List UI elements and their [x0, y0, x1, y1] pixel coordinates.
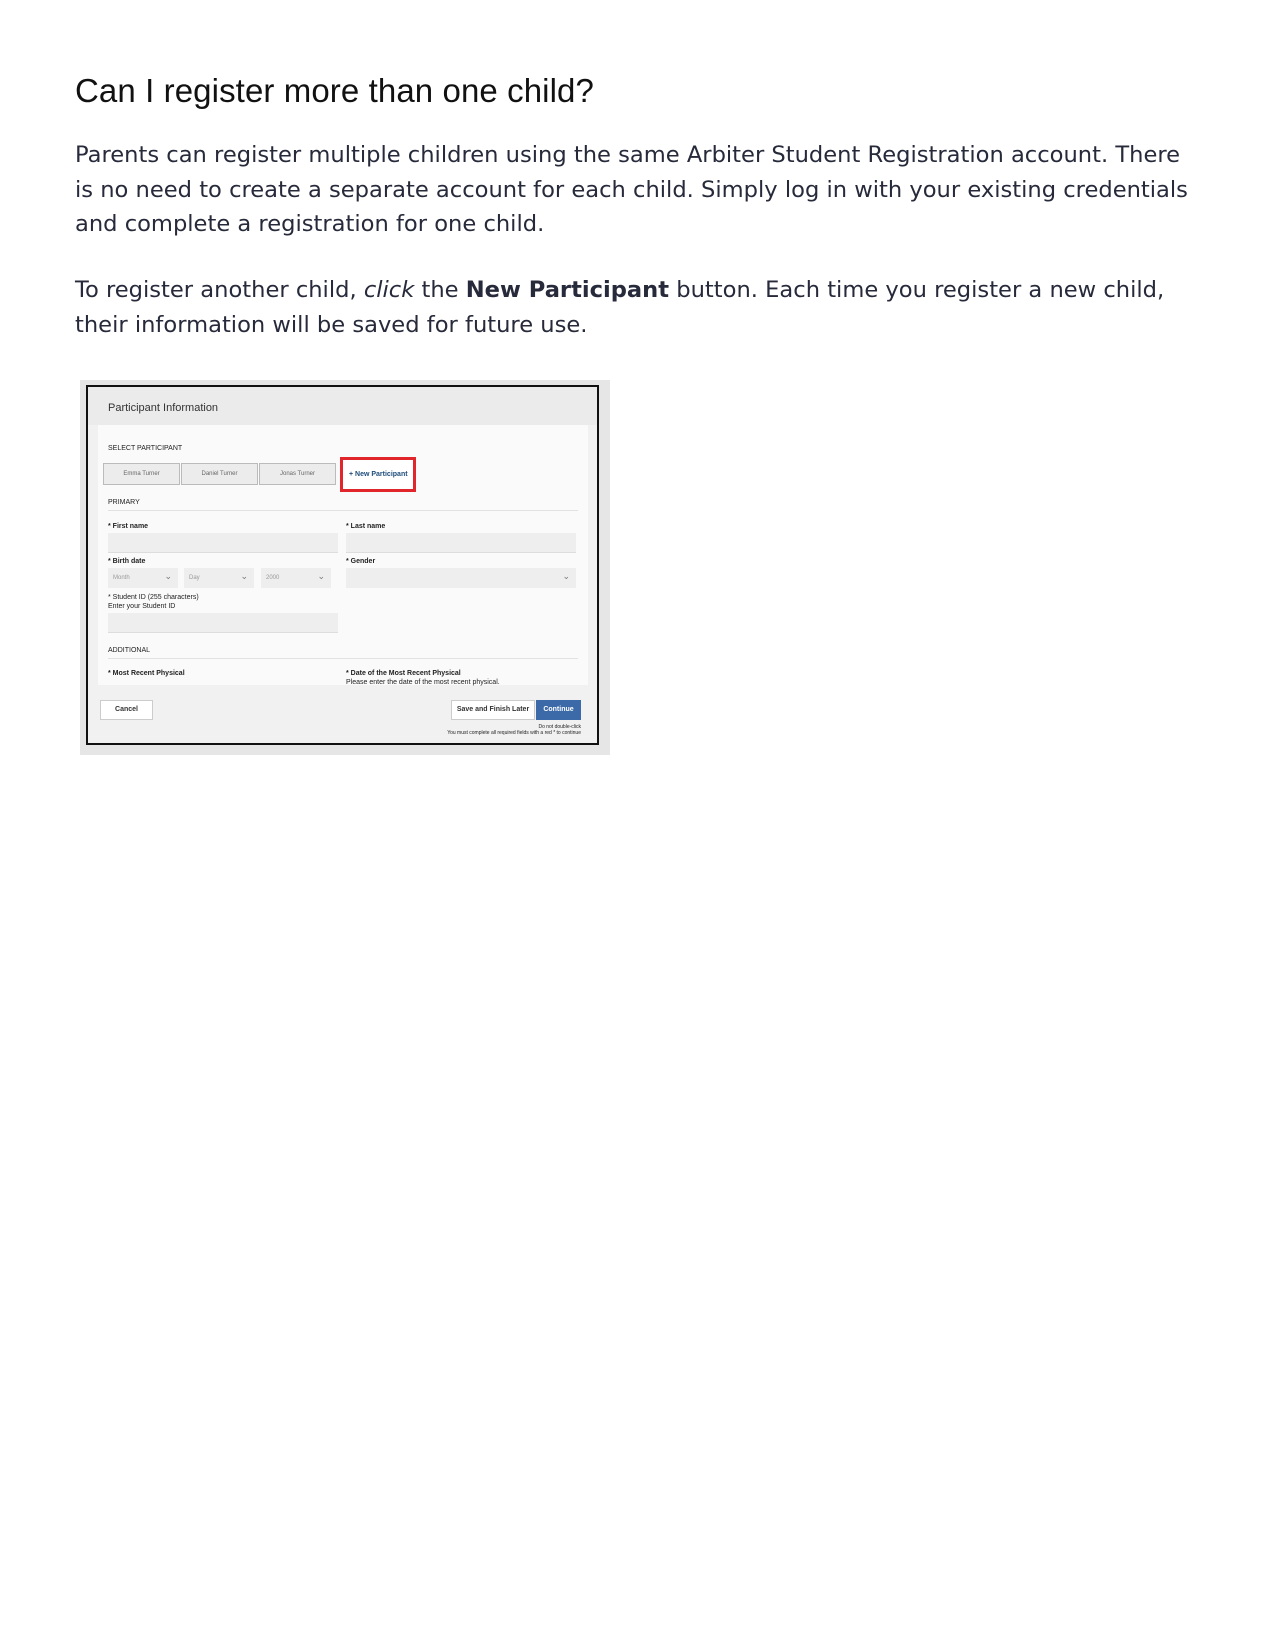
- instruction-text-3: button. Each time you register a new child, their information will be saved for future use.: [75, 277, 1165, 338]
- primary-label: PRIMARY: [108, 499, 140, 506]
- screenshot-header-title: Participant Information: [108, 402, 219, 414]
- instruction-click: click: [363, 277, 415, 303]
- date-physical-hint: Please enter the date of the most recent physical.: [346, 679, 500, 686]
- birth-month-select[interactable]: Month ⌄: [108, 568, 178, 588]
- birth-date-label: * Birth date: [108, 558, 146, 565]
- gender-select[interactable]: [346, 568, 576, 588]
- save-finish-later-button[interactable]: Save and Finish Later: [451, 700, 535, 720]
- birth-year-select[interactable]: 2000 ⌄: [261, 568, 331, 588]
- first-name-label: * First name: [108, 523, 149, 530]
- additional-label: ADDITIONAL: [108, 647, 151, 654]
- most-recent-physical-label: * Most Recent Physical: [108, 670, 185, 677]
- last-name-field[interactable]: [346, 533, 576, 553]
- instruction-text-1: To register another child,: [75, 277, 364, 303]
- participant-screenshot: [86, 385, 599, 745]
- new-participant-button[interactable]: [340, 457, 416, 492]
- primary-divider: [108, 510, 578, 511]
- student-id-hint: Enter your Student ID: [108, 603, 176, 610]
- last-name-label: * Last name: [346, 523, 386, 530]
- select-participant-label: SELECT PARTICIPANT: [108, 445, 183, 452]
- instruction-new-participant: New Participant: [465, 277, 670, 303]
- gender-label: * Gender: [346, 558, 376, 565]
- instruction-text-2: the: [414, 277, 466, 303]
- footer-note-1: Do not double-click: [538, 724, 581, 730]
- new-participant-label: + New Participant: [349, 471, 408, 478]
- screenshot-header: [88, 387, 597, 425]
- intro-paragraph: Parents can register multiple children using the same Arbiter Student Registration account. There is no need to create a separate account for each child. Simply log in with your existing credentials and complete a registration for one child.: [75, 142, 1188, 237]
- footer-note-2: You must complete all required fields with a red * to continue: [447, 730, 581, 736]
- participant-tab-2[interactable]: Daniel Turner: [181, 463, 258, 485]
- additional-divider: [108, 658, 578, 659]
- instruction-paragraph: [75, 273, 1200, 342]
- date-physical-label: * Date of the Most Recent Physical: [346, 670, 461, 677]
- participant-tab-1[interactable]: Emma Turner: [103, 463, 180, 485]
- participant-tab-3[interactable]: Jonas Turner: [259, 463, 336, 485]
- first-name-field[interactable]: [108, 533, 338, 553]
- continue-button[interactable]: Continue: [536, 700, 581, 720]
- student-id-label: * Student ID (255 characters): [108, 594, 199, 601]
- birth-day-select[interactable]: Day ⌄: [184, 568, 254, 588]
- cancel-button[interactable]: Cancel: [100, 700, 153, 720]
- page-title: Can I register more than one child?: [75, 72, 594, 109]
- student-id-field[interactable]: [108, 613, 338, 633]
